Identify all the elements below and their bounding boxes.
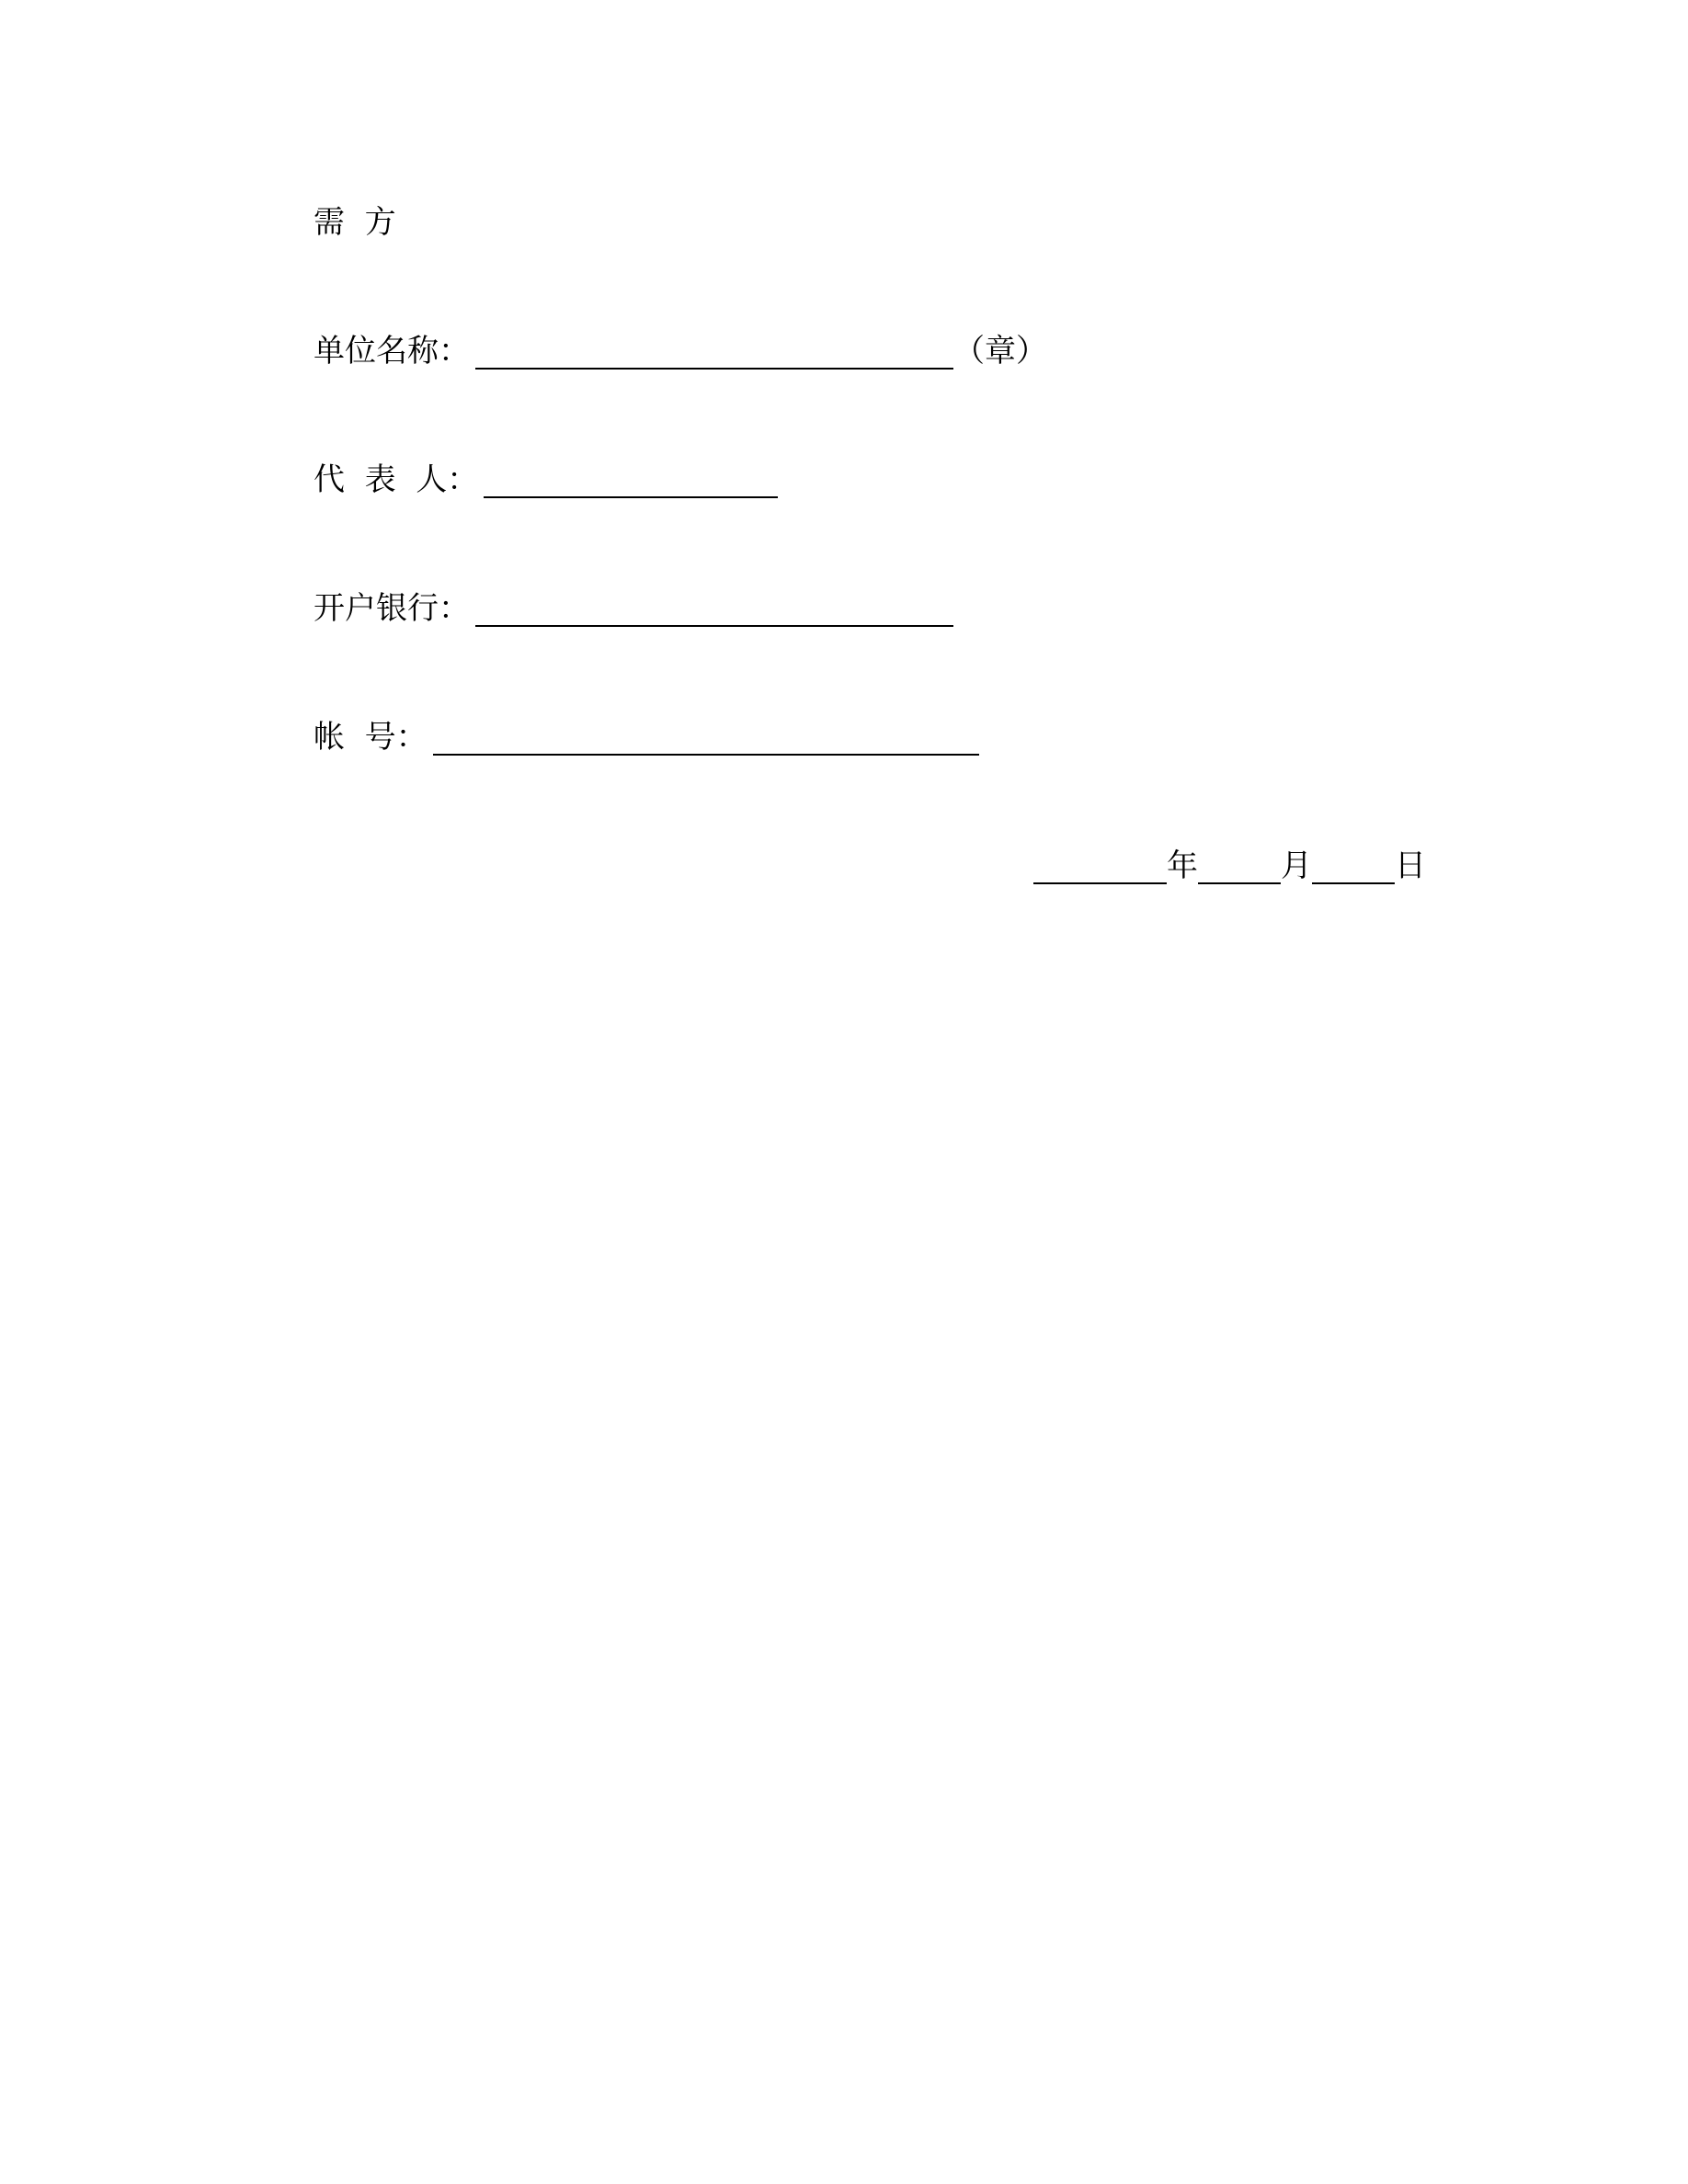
account-row bbox=[314, 710, 979, 756]
bank-blank[interactable] bbox=[475, 594, 953, 627]
date-row bbox=[1033, 838, 1426, 884]
representative-blank[interactable] bbox=[484, 465, 778, 498]
account-blank[interactable] bbox=[433, 722, 979, 756]
bank-label: 开户银行： bbox=[314, 590, 470, 627]
day-label: 日 bbox=[1395, 847, 1426, 884]
bank-row bbox=[314, 581, 953, 627]
year-label: 年 bbox=[1167, 847, 1198, 884]
unit-name-label: 单位名称： bbox=[314, 333, 470, 370]
representative-row bbox=[314, 452, 778, 498]
month-label: 月 bbox=[1281, 847, 1312, 884]
account-label: 帐 号： bbox=[314, 719, 428, 756]
unit-name-blank[interactable] bbox=[475, 336, 953, 370]
day-blank[interactable] bbox=[1312, 851, 1395, 884]
seal-note: （章） bbox=[953, 333, 1047, 370]
party-heading-row bbox=[314, 195, 396, 241]
party-title: 需 方 bbox=[314, 204, 396, 241]
unit-name-row bbox=[314, 324, 1047, 370]
representative-label: 代 表 人： bbox=[314, 461, 479, 498]
month-blank[interactable] bbox=[1198, 851, 1281, 884]
year-blank[interactable] bbox=[1033, 851, 1167, 884]
